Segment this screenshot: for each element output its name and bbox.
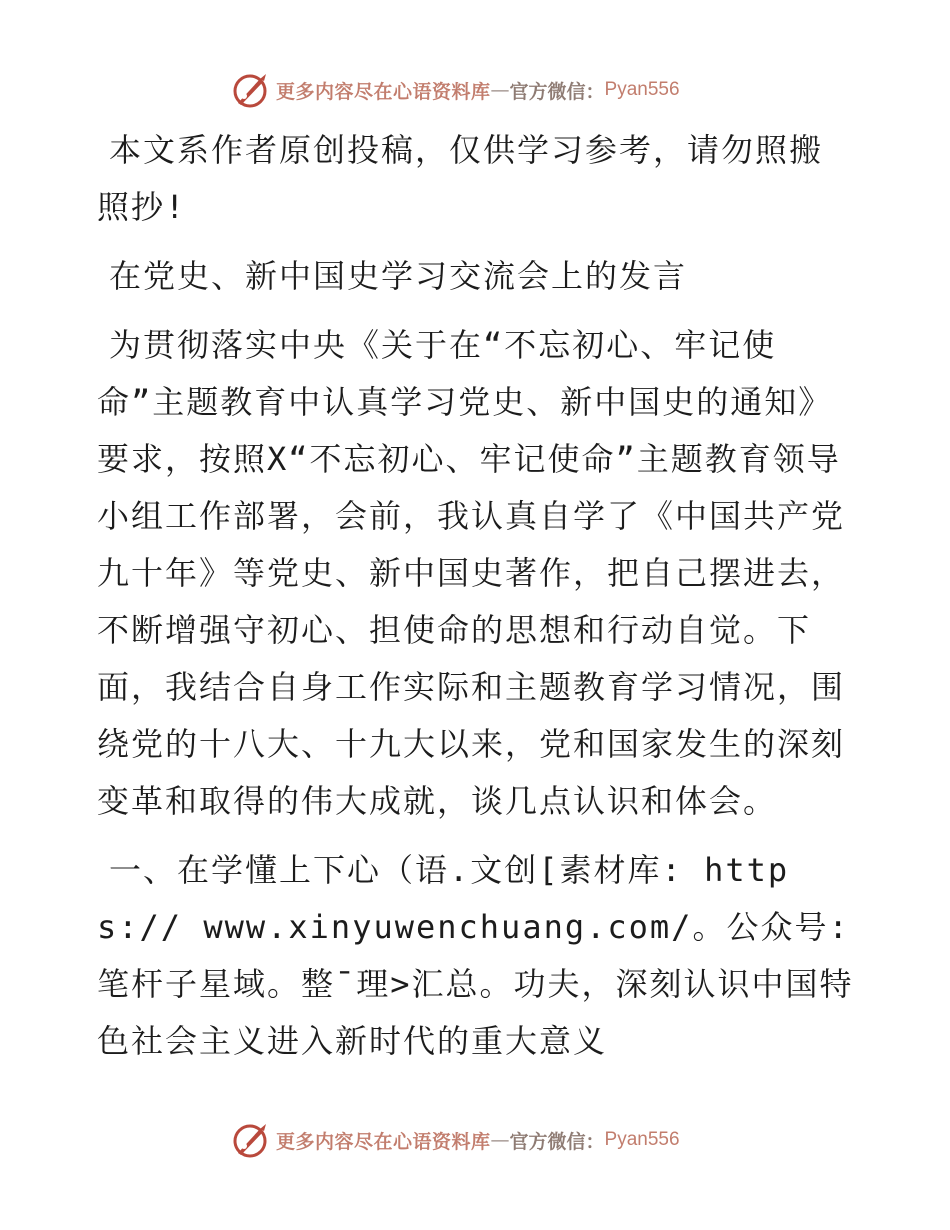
watermark-separator: — [490, 1129, 510, 1151]
watermark-wechat-id: Pyan556 [604, 79, 680, 100]
document-title: 在党史、新中国史学习交流会上的发言 [109, 257, 688, 295]
copyright-notice: 本文系作者原创投稿，仅供学习参考，请勿照搬照抄! [97, 131, 824, 226]
watermark-text: 更多内容尽在心语资料库 [276, 80, 491, 103]
watermark-text: 更多内容尽在心语资料库 [276, 1130, 491, 1153]
section-one-heading: 一、在学懂上下心（语.文创[素材库: https:// www.xinyuwenchuang.com/。公众号: 笔杆子星域。整¯理>汇总。功夫，深刻认识中国特色社会主义进入新时代的重大意义 [97, 851, 854, 1060]
watermark-footer [230, 1120, 680, 1160]
intro-paragraph: 为贯彻落实中央《关于在“不忘初心、牢记使命”主题教育中认真学习党史、新中国史的通知》要求，按照X“不忘初心、牢记使命”主题教育领导小组工作部署，会前，我认真自学了《中国共产党九十年》等党史、新中国史著作，把自己摆进去，不断增强守初心、担使命的思想和行动自觉。下面，我结合自身工作实际和主题教育学习情况，围绕党的十八大、十九大以来，党和国家发生的深刻变革和取得的伟大成就，谈几点认识和体会。 [97, 326, 846, 820]
document-body [97, 122, 855, 1082]
watermark-wechat-label: 官方微信： [509, 80, 605, 103]
watermark-wechat-id: Pyan556 [604, 1129, 680, 1150]
watermark-separator: — [490, 79, 510, 101]
watermark-header [230, 70, 680, 110]
quill-logo-icon [230, 70, 270, 110]
quill-logo-icon [230, 1120, 270, 1160]
watermark-wechat-label: 官方微信： [509, 1130, 605, 1153]
